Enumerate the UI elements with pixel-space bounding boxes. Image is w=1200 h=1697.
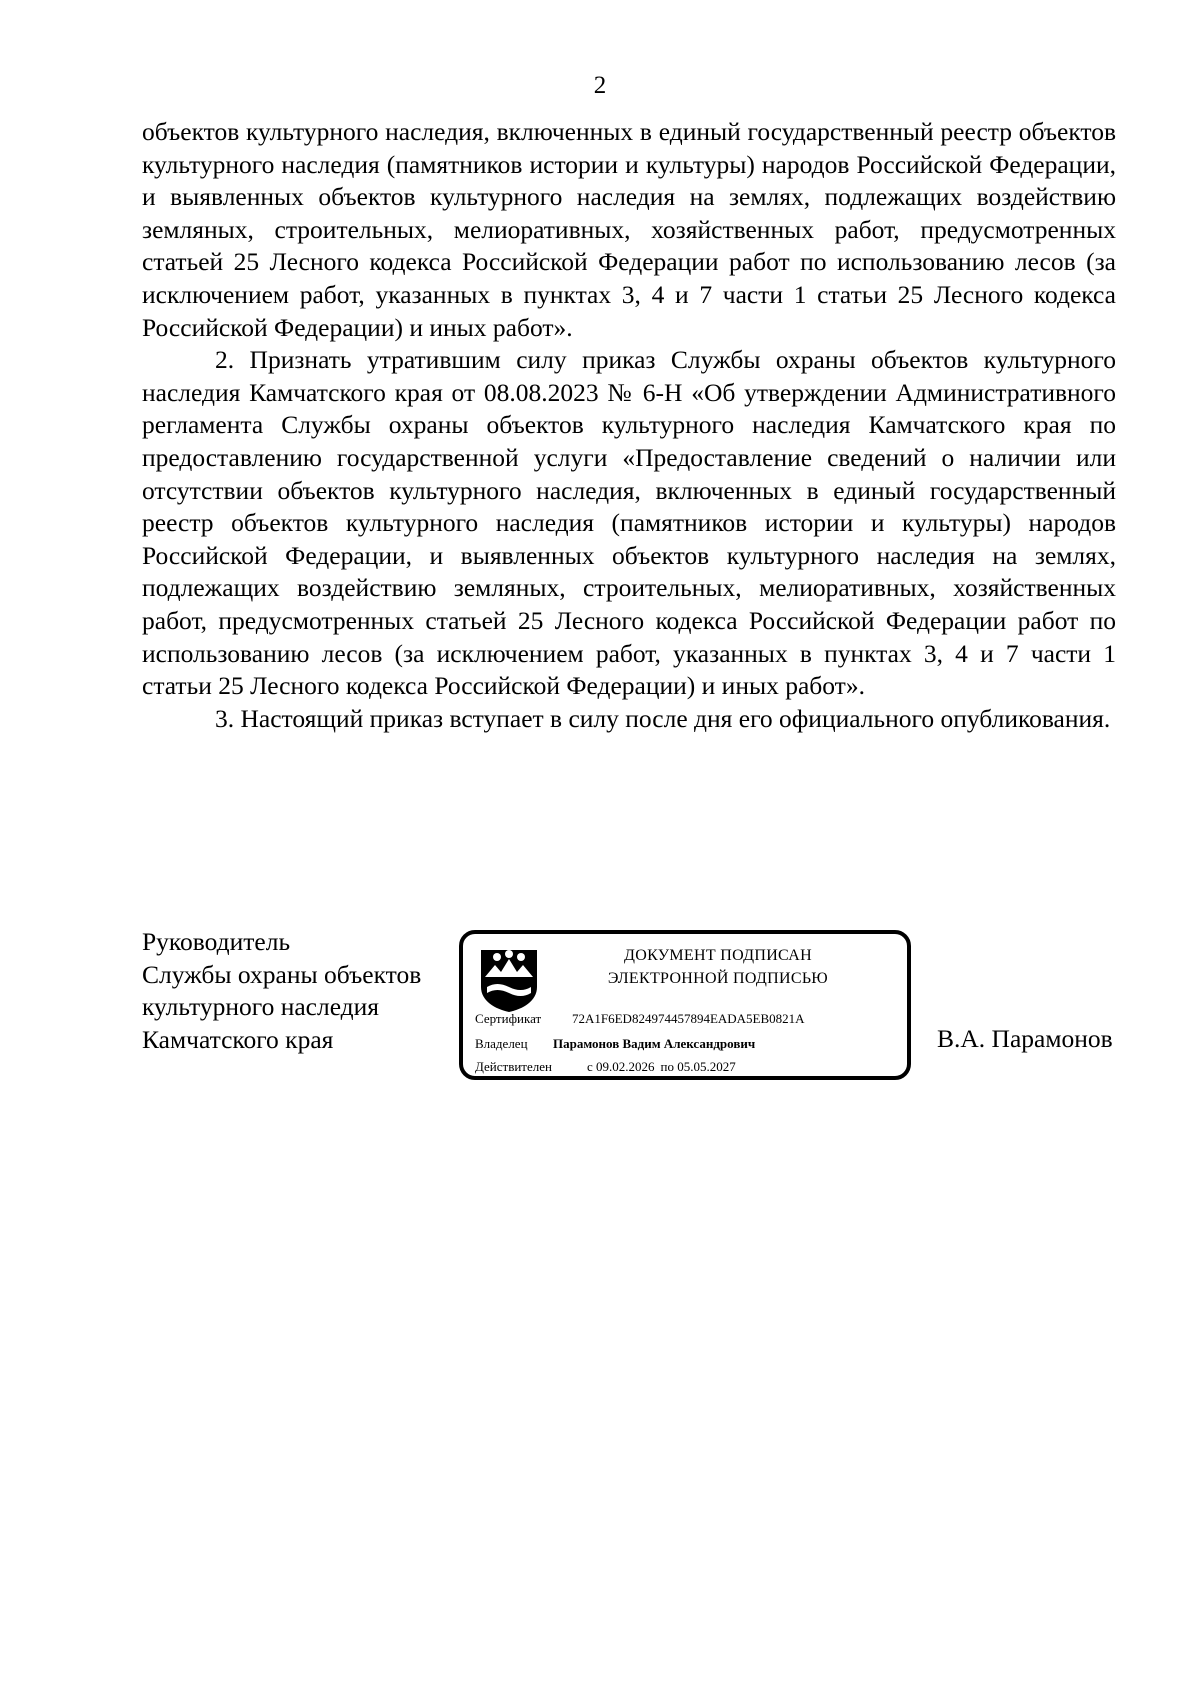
signer-position-line: культурного наследия [142,992,380,1022]
stamp-certificate-value: 72A1F6ED824974457894EADA5EB0821A [572,1011,805,1026]
paragraph-item-2: 2. Признать утратившим силу приказ Службы охраны объектов культурного наследия Камчатского края от 08.08.2023 № 6-Н «Об утверждении Административного регламента Службы охраны объектов культурного наследия Камчатского края по предоставлению государственной услуги «Предоставление сведений о наличии или отсутствии объектов культурного наследия, включенных в единый государственный реестр объектов культурного наследия (памятников истории и культуры) народов Российской Федерации, и выявленных объектов культурного наследия на землях, подлежащих воздействию земляных, строительных, мелиоративных, хозяйственных работ, предусмотренных статьей 25 Лесного кодекса Российской Федерации работ по использованию лесов (за исключением работ, указанных в пунктах 3, 4 и 7 части 1 статьи 25 Лесного кодекса Российской Федерации) и иных работ». [142,345,1116,701]
kamchatka-coat-of-arms-icon [479,947,539,1013]
stamp-owner-value: Парамонов Вадим Александрович [553,1036,756,1051]
stamp-owner-label: Владелец [475,1036,528,1051]
stamp-certificate-label: Сертификат [475,1011,542,1026]
signer-position-line: Службы охраны объектов [142,959,422,989]
document-body [142,116,1116,735]
stamp-certificate-row [475,1011,805,1027]
stamp-heading-line2: ЭЛЕКТРОННОЙ ПОДПИСЬЮ [607,970,829,987]
electronic-signature-stamp [459,930,911,1080]
stamp-valid-to: по 05.05.2027 [660,1059,736,1074]
signer-name: В.А. Парамонов [937,1024,1113,1053]
stamp-validity-row [475,1059,736,1075]
paragraph-item-3: 3. Настоящий приказ вступает в силу после дня его официального опубликования. [215,703,1111,733]
page-number: 2 [593,72,607,99]
signer-position [142,926,421,1056]
stamp-heading-line1: ДОКУМЕНТ ПОДПИСАН [624,947,812,964]
paragraph-continuation: объектов культурного наследия, включенных в единый государственный реестр объектов культурного наследия (памятников истории и культуры) народов Российской Федерации, и выявленных объектов культурного наследия на землях, подлежащих воздействию земляных, строительных, мелиоративных, хозяйственных работ, предусмотренных статьей 25 Лесного кодекса Российской Федерации работ по использованию лесов (за исключением работ, указанных в пунктах 3, 4 и 7 части 1 статьи 25 Лесного кодекса Российской Федерации) и иных работ». [142,117,1116,342]
signer-position-line: Руководитель [142,927,291,956]
signer-position-line: Камчатского края [142,1024,334,1054]
stamp-owner-row [475,1036,755,1052]
stamp-valid-from: с 09.02.2026 [587,1059,655,1074]
stamp-valid-label: Действителен [475,1059,552,1074]
